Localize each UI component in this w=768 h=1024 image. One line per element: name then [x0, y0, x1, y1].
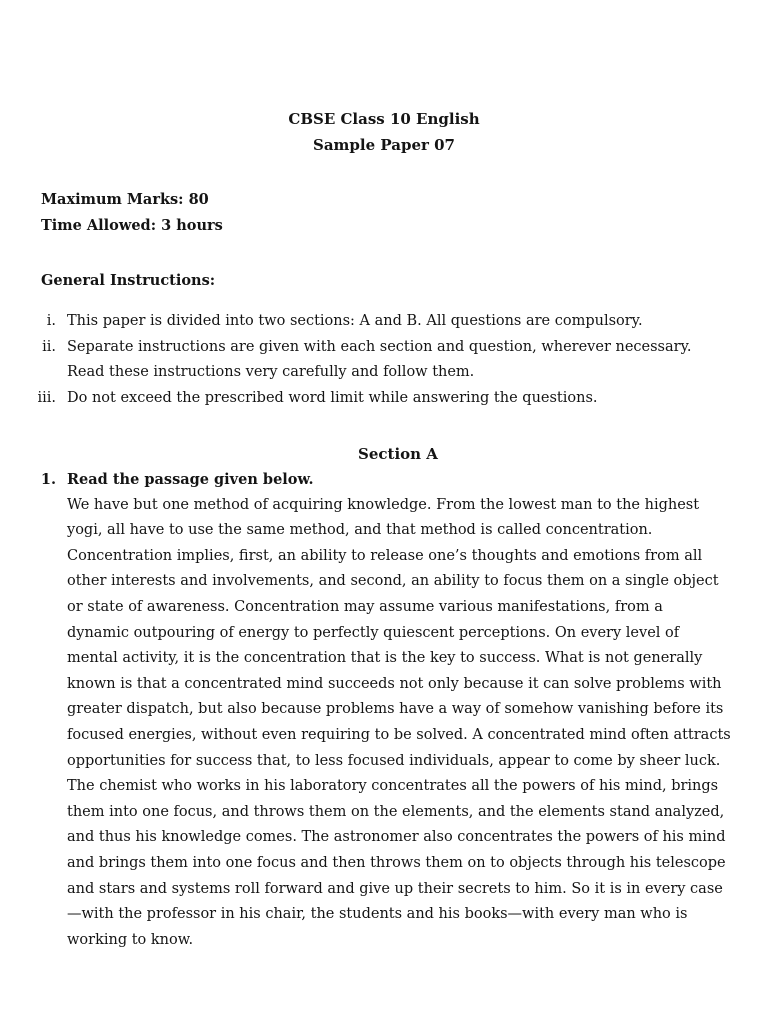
instruction-text: Do not exceed the prescribed word limit while answering the questions.: [67, 389, 598, 406]
instruction-number: iii.: [37, 389, 56, 406]
passage-line: known is that a concentrated mind succeeds not only because it can solve problems with: [67, 675, 722, 692]
instruction-number: i.: [46, 313, 56, 329]
passage-line: yogi, all have to use the same method, and that method is called concentration.: [67, 522, 653, 539]
passage-line: opportunities for success that, to less focused individuals, appear to come by sheer luck.: [67, 752, 721, 769]
instruction-number: ii.: [42, 338, 56, 355]
instruction-item: [0, 386, 727, 412]
passage-line: and thus his knowledge comes. The astronomer also concentrates the powers of his mind: [67, 829, 726, 846]
time-allowed: Time Allowed: 3 hours: [41, 217, 223, 234]
question-heading: Read the passage given below.: [67, 471, 314, 488]
passage-line: Concentration implies, first, an ability to release one’s thoughts and emotions from all: [67, 547, 703, 564]
instruction-text: Separate instructions are given with each section and question, wherever necessary. Read these instructions very carefully and follow them.: [67, 338, 692, 380]
passage-line: other interests and involvements, and second, an ability to focus them on a single object: [67, 573, 719, 590]
passage-line: and stars and systems roll forward and give up their secrets to him. So it is in every case: [67, 880, 723, 897]
general-instructions-list: [0, 309, 768, 411]
passage-line: working to know.: [67, 931, 194, 948]
passage-line: The chemist who works in his laboratory concentrates all the powers of his mind, brings: [67, 778, 719, 795]
passage-line: dynamic outpouring of energy to perfectly quiescent perceptions. On every level of: [67, 624, 680, 641]
document-subtitle: Sample Paper 07: [312, 136, 455, 154]
passage-line: mental activity, it is the concentration that is the key to success. What is not generally: [67, 650, 703, 667]
instruction-item: [0, 335, 727, 386]
passage-line: greater dispatch, but also because problems have a way of somehow vanishing before its: [67, 701, 724, 718]
question-number: 1.: [40, 471, 56, 488]
passage-line: —with the professor in his chair, the students and his books—with every man who is: [67, 906, 688, 923]
instruction-item: [0, 309, 727, 335]
maximum-marks: Maximum Marks: 80: [41, 191, 209, 208]
question-1: [0, 467, 768, 953]
passage-line: focused energies, without even requiring to be solved. A concentrated mind often attracts: [67, 726, 731, 743]
passage-line: and brings them into one focus and then throws them on to objects through his telescope: [67, 854, 726, 871]
passage-line: or state of awareness. Concentration may assume various manifestations, from a: [67, 598, 663, 615]
instruction-text: This paper is divided into two sections: A and B. All questions are compulsory.: [67, 313, 643, 329]
passage-line: We have but one method of acquiring knowledge. From the lowest man to the highest: [67, 496, 700, 513]
passage-line: them into one focus, and throws them on the elements, and the elements stand analyzed,: [67, 803, 725, 820]
general-instructions-heading: General Instructions:: [41, 272, 216, 289]
reading-passage: [67, 493, 731, 954]
section-a-heading: Section A: [358, 445, 438, 463]
document-title: CBSE Class 10 English: [288, 110, 480, 128]
